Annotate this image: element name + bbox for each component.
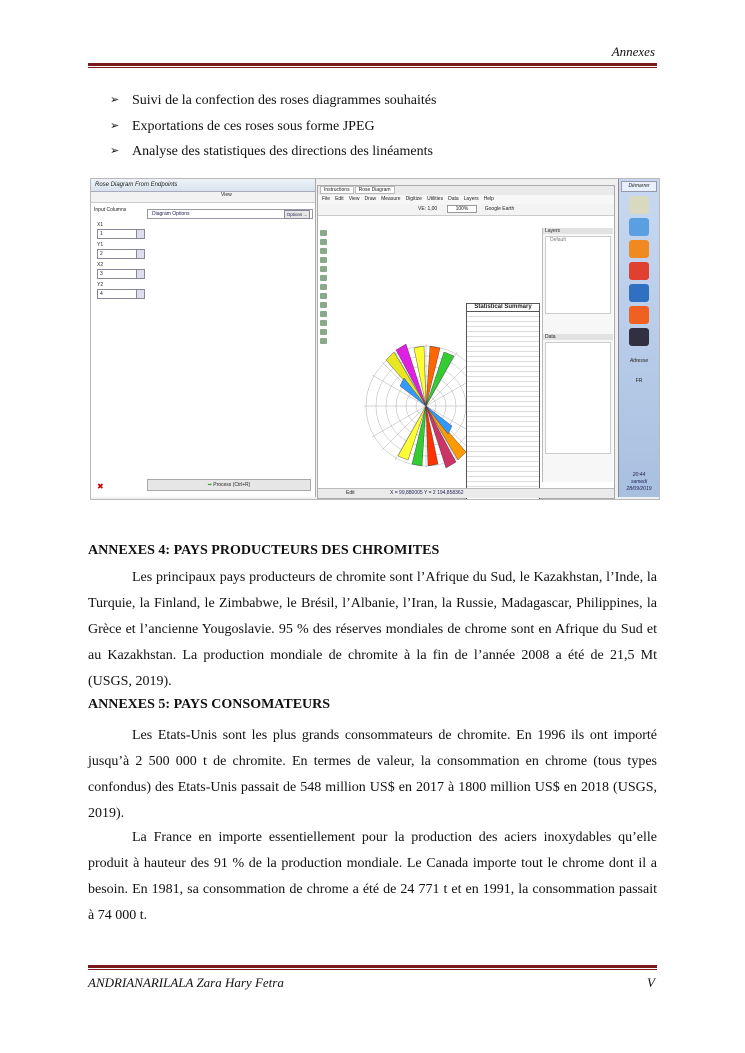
section4-paragraph: Les principaux pays producteurs de chromite sont l’Afrique du Sud, le Kazakhstan, l’Inde, la Turquie, la Finland, le Zimbabwe, le Brésil, l’Albanie, l’Iran, la Russie, Madagascar, Philippines, la Grèce et l’ancienne Yougoslavie. 95 % des réserves mondiales de chrome sont en Afrique du Sud et au Kazakhstan. La production mondiale de chromite à la fin de l’année 2008 a été de 21,5 Mt (USGS, 2019). xyxy=(88,570,657,689)
menu-data[interactable]: Data xyxy=(448,196,459,202)
dialog-title: Rose Diagram From Endpoints xyxy=(91,179,315,192)
header-rule xyxy=(88,63,657,68)
pan-icon[interactable] xyxy=(320,311,327,317)
vlc-icon[interactable] xyxy=(629,240,649,258)
footer-author: ANDRIANARILALA Zara Hary Fetra xyxy=(88,975,284,990)
rose-diagram-dialog: Rose Diagram From Endpoints View Input Columns X1 1 Y1 2 X2 3 Y2 4 Diagram Options Options ... ✖ ➡ Process (Ctrl+R) xyxy=(91,179,316,497)
x2-select[interactable]: 3 xyxy=(97,269,145,279)
zoom-out-icon[interactable] xyxy=(320,302,327,308)
summary-title: Statistical Summary xyxy=(467,304,539,312)
rose-diagram-window xyxy=(317,185,615,499)
menu-bar xyxy=(318,195,614,204)
process-button[interactable]: ➡ Process (Ctrl+R) xyxy=(147,479,311,491)
rose-diagram-canvas[interactable] xyxy=(330,230,536,476)
chevron-down-icon xyxy=(136,230,144,238)
arrow-bullet-icon: ➢ xyxy=(110,119,120,132)
save-as-icon[interactable] xyxy=(320,248,327,254)
refresh-icon[interactable] xyxy=(320,338,327,344)
menu-draw[interactable]: Draw xyxy=(364,196,377,202)
graphics-toolbar xyxy=(318,204,614,216)
green-arrow-icon: ➡ xyxy=(207,482,212,488)
terminal-icon[interactable] xyxy=(629,328,649,346)
media-app-icon[interactable] xyxy=(629,306,649,324)
arrow-bullet-icon: ➢ xyxy=(110,94,120,106)
y1-select[interactable]: 2 xyxy=(97,249,145,259)
y2-select[interactable]: 4 xyxy=(97,289,145,299)
menu-file[interactable]: File xyxy=(322,196,331,202)
folder-icon[interactable] xyxy=(320,230,327,236)
zoom-in-icon[interactable] xyxy=(320,293,327,299)
input-columns-label: Input Columns xyxy=(94,207,127,213)
header-title: Annexes xyxy=(611,44,655,59)
statistical-summary-table xyxy=(466,303,540,500)
language-indicator[interactable]: FR xyxy=(635,378,643,384)
x1-select[interactable]: 1 xyxy=(97,229,145,239)
save-icon[interactable] xyxy=(320,239,327,245)
print-icon[interactable] xyxy=(320,266,327,272)
search-app-icon[interactable] xyxy=(629,284,649,302)
diagram-options-row[interactable]: Diagram Options Options ... xyxy=(147,209,313,219)
drawing-tools xyxy=(320,230,328,347)
page-number: V xyxy=(647,975,655,990)
crop-icon[interactable] xyxy=(320,320,327,326)
dialog-toolbar: View xyxy=(91,192,315,203)
zoom-select[interactable]: 100% xyxy=(447,205,478,213)
tab-instructions[interactable]: Instructions xyxy=(320,186,354,194)
software-screenshot xyxy=(90,178,660,500)
chevron-down-icon xyxy=(136,270,144,278)
windows-taskbar xyxy=(618,179,659,497)
bullet-list xyxy=(110,88,436,165)
bullet-item: ➢ Suivi de la confection des roses diagrammes souhaités xyxy=(110,88,436,114)
footer-rule xyxy=(88,965,657,970)
internet-explorer-icon[interactable] xyxy=(629,218,649,236)
menu-layers[interactable]: Layers xyxy=(463,196,479,202)
section4-heading: ANNEXES 4: PAYS PRODUCTEURS DES CHROMITES xyxy=(88,543,440,558)
options-button[interactable]: Options ... xyxy=(284,210,310,219)
layout-2-icon[interactable] xyxy=(320,284,327,290)
layout-icon[interactable] xyxy=(320,275,327,281)
export-icon[interactable] xyxy=(320,257,327,263)
close-icon[interactable]: ✖ xyxy=(97,482,104,491)
crosshair-icon[interactable] xyxy=(320,329,327,335)
data-title: Data xyxy=(543,334,613,340)
layers-panel xyxy=(542,228,613,482)
status-edit: Edit xyxy=(346,490,355,496)
layers-title: Layers xyxy=(543,228,613,234)
section5-heading: ANNEXES 5: PAYS CONSOMATEURS xyxy=(88,697,331,712)
menu-digitize[interactable]: Digitize xyxy=(405,196,422,202)
section5-paragraph-1: Les Etats-Unis sont les plus grands consommateurs de chromite. En 1996 ils ont importé jusqu’à 2 500 000 t de chromite. En termes de valeur, la consommation en chrome (tous types confondus) des Etats-Unis passait de 548 million US$ en 2017 à 1800 million US$ en 2018 (USGS, 2019). xyxy=(88,728,657,821)
ve-label: VE: 1,00 xyxy=(418,206,438,212)
status-bar xyxy=(318,488,614,498)
chevron-down-icon xyxy=(136,250,144,258)
status-coords: X = 99,880005 Y = 2 194,858362 xyxy=(390,490,464,496)
data-list[interactable] xyxy=(545,342,611,454)
layer-default[interactable]: Default xyxy=(550,237,566,243)
google-earth-button[interactable]: Google Earth xyxy=(484,206,515,212)
arrow-bullet-icon: ➢ xyxy=(110,145,120,157)
menu-edit[interactable]: Edit xyxy=(335,196,344,202)
menu-measure[interactable]: Measure xyxy=(381,196,401,202)
menu-utilities[interactable]: Utilities xyxy=(426,196,444,202)
menu-help[interactable]: Help xyxy=(483,196,494,202)
notepad-icon[interactable] xyxy=(629,196,649,214)
bullet-item: ➢ Exportations de ces roses sous forme JPEG xyxy=(110,114,436,140)
start-button[interactable]: Démarrer xyxy=(621,181,657,192)
taskbar-clock[interactable]: 20:44 samedi 28/09/2019 xyxy=(626,472,652,492)
tab-bar xyxy=(318,186,614,195)
section5-paragraph-2: La France en importe essentiellement pour la production des aciers inoxydables qu’elle produit à hauteur des 91 % de la production mondiale. Le Canada importe tout le chrome dont il a besoin. En 1981, sa consommation de chrome a été de 24 771 t et en 1991, la consommation passait à 74 000 t. xyxy=(88,830,657,923)
bullet-item: ➢ Analyse des statistiques des directions des linéaments xyxy=(110,139,436,165)
chevron-down-icon xyxy=(136,290,144,298)
chrome-icon[interactable] xyxy=(629,262,649,280)
tab-rose-diagram[interactable]: Rose Diagram xyxy=(355,186,395,194)
menu-view[interactable]: View xyxy=(348,196,360,202)
adresse-label: Adresse xyxy=(629,358,649,364)
